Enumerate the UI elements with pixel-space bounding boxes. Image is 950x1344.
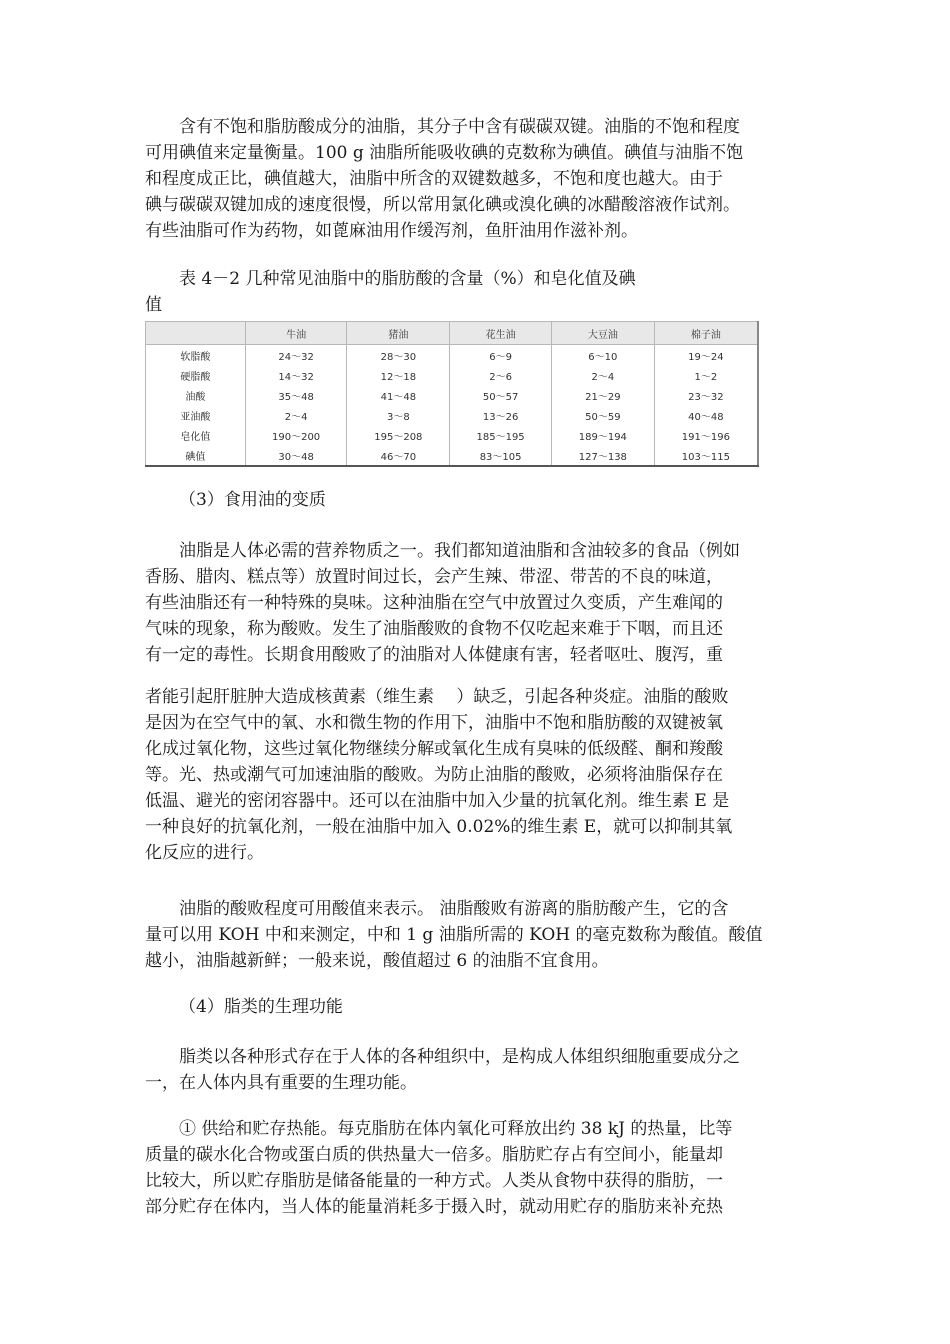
- table-cell: 185～195: [450, 425, 552, 445]
- table-cell: 191～196: [654, 425, 758, 445]
- text-line: 一，在人体内具有重要的生理功能。: [145, 1073, 417, 1093]
- table-cell: 2～4: [245, 405, 347, 425]
- column-header: [146, 322, 246, 345]
- table-cell: 50～59: [551, 405, 654, 425]
- fatty-acid-table: [145, 321, 759, 467]
- table-cell: 2～6: [450, 365, 552, 385]
- table-cell: 50～57: [450, 385, 552, 405]
- text-line: 量可以用 KOH 中和来测定，中和 1 g 油脂所需的 KOH 的毫克数称为酸值。酸值: [145, 925, 763, 945]
- text-line: 有些油脂还有一种特殊的臭味。这种油脂在空气中放置过久变质，产生难闻的: [145, 593, 723, 613]
- text-line: 比较大，所以贮存脂肪是储备能量的一种方式。人类从食物中获得的脂肪，一: [145, 1171, 723, 1191]
- column-header: 大豆油: [551, 322, 654, 345]
- text-line: 一种良好的抗氧化剂，一般在油脂中加入 0.02%的维生素 E，就可以抑制其氧: [145, 817, 733, 837]
- table-cell: 189～194: [551, 425, 654, 445]
- table-cell: 24～32: [245, 345, 347, 366]
- text-line: 等。光、热或潮气可加速油脂的酸败。为防止油脂的酸败，必须将油脂保存在: [145, 765, 723, 785]
- caption-line: 表 4－2 几种常见油脂中的脂肪酸的含量（%）和皂化值及碘: [179, 269, 636, 289]
- table-row: [146, 385, 759, 405]
- table-cell: 103～115: [654, 445, 758, 466]
- table-cell: 1～2: [654, 365, 758, 385]
- text-line: 有些油脂可作为药物，如蓖麻油用作缓泻剂，鱼肝油用作滋补剂。: [145, 221, 638, 241]
- table-cell: 28～30: [347, 345, 450, 366]
- table-cell: 6～9: [450, 345, 552, 366]
- table-cell: 83～105: [450, 445, 552, 466]
- section-heading-4: （4）脂类的生理功能: [179, 997, 343, 1017]
- column-header: 牛油: [245, 322, 347, 345]
- table-cell: 3～8: [347, 405, 450, 425]
- table-row: [146, 345, 759, 366]
- text-line: 有一定的毒性。长期食用酸败了的油脂对人体健康有害，轻者呕吐、腹泻，重: [145, 645, 723, 665]
- table-cell: 6～10: [551, 345, 654, 366]
- column-header: 猪油: [347, 322, 450, 345]
- text-line: 是因为在空气中的氧、水和微生物的作用下，油脂中不饱和脂肪酸的双键被氧: [145, 713, 723, 733]
- text-line: ① 供给和贮存热能。每克脂肪在体内氧化可释放出约 38 kJ 的热量，比等: [179, 1119, 733, 1139]
- text-line: 质量的碳水化合物或蛋白质的供热量大一倍多。脂肪贮存占有空间小，能量却: [145, 1145, 723, 1165]
- text-line: 部分贮存在体内，当人体的能量消耗多于摄入时，就动用贮存的脂肪来补充热: [145, 1197, 723, 1217]
- table-cell: 190～200: [245, 425, 347, 445]
- table-row: [146, 425, 759, 445]
- table-row: [146, 445, 759, 466]
- caption-line: 值: [145, 295, 162, 315]
- paragraph-lipid-functions: [145, 1044, 817, 1096]
- text-line: 含有不饱和脂肪酸成分的油脂，其分子中含有碳碳双键。油脂的不饱和程度: [179, 117, 740, 137]
- table-cell: 21～29: [551, 385, 654, 405]
- column-header: 花生油: [450, 322, 552, 345]
- table-cell: 40～48: [654, 405, 758, 425]
- paragraph-iodine-value: [145, 114, 817, 244]
- row-header: 软脂酸: [146, 345, 246, 366]
- table-cell: 12～18: [347, 365, 450, 385]
- table-cell: 23～32: [654, 385, 758, 405]
- table-cell: 127～138: [551, 445, 654, 466]
- text-line: 者能引起肝脏肿大造成核黄素（维生素 ）缺乏，引起各种炎症。油脂的酸败: [145, 687, 729, 707]
- row-header: 硬脂酸: [146, 365, 246, 385]
- table-cell: 2～4: [551, 365, 654, 385]
- row-header: 皂化值: [146, 425, 246, 445]
- table-cell: 30～48: [245, 445, 347, 466]
- paragraph-energy-storage: [145, 1116, 817, 1220]
- text-line: 油脂的酸败程度可用酸值来表示。 油脂酸败有游离的脂肪酸产生，它的含: [179, 899, 729, 919]
- row-header: 碘值: [146, 445, 246, 466]
- table-cell: 14～32: [245, 365, 347, 385]
- text-line: 可用碘值来定量衡量。100 g 油脂所能吸收碘的克数称为碘值。碘值与油脂不饱: [145, 143, 744, 163]
- paragraph-rancidity-cont: [145, 684, 817, 866]
- table-cell: 35～48: [245, 385, 347, 405]
- text-line: 和程度成正比，碘值越大，油脂中所含的双键数越多，不饱和度也越大。由于: [145, 169, 723, 189]
- table-cell: 13～26: [450, 405, 552, 425]
- text-line: 气味的现象，称为酸败。发生了油脂酸败的食物不仅吃起来难于下咽，而且还: [145, 619, 723, 639]
- table-cell: 19～24: [654, 345, 758, 366]
- column-header: 棉子油: [654, 322, 758, 345]
- text-line: 低温、避光的密闭容器中。还可以在油脂中加入少量的抗氧化剂。维生素 E 是: [145, 791, 730, 811]
- table-cell: 41～48: [347, 385, 450, 405]
- paragraph-acid-value: [145, 896, 817, 974]
- table-row: [146, 365, 759, 385]
- text-line: 越小，油脂越新鲜；一般来说，酸值超过 6 的油脂不宜食用。: [145, 951, 609, 971]
- table-caption: [145, 266, 636, 318]
- row-header: 油酸: [146, 385, 246, 405]
- text-line: 香肠、腊肉、糕点等）放置时间过长，会产生辣、带涩、带苦的不良的味道，: [145, 567, 723, 587]
- text-line: 化成过氧化物，这些过氧化物继续分解或氧化生成有臭味的低级醛、酮和羧酸: [145, 739, 723, 759]
- row-header: 亚油酸: [146, 405, 246, 425]
- text-line: 脂类以各种形式存在于人体的各种组织中，是构成人体组织细胞重要成分之: [179, 1047, 740, 1067]
- section-heading-3: （3）食用油的变质: [179, 490, 326, 510]
- table-row: [146, 405, 759, 425]
- table-cell: 46～70: [347, 445, 450, 466]
- text-line: 油脂是人体必需的营养物质之一。我们都知道油脂和含油较多的食品（例如: [179, 541, 740, 561]
- text-line: 化反应的进行。: [145, 843, 264, 863]
- text-line: 碘与碳碳双键加成的速度很慢，所以常用氯化碘或溴化碘的冰醋酸溶液作试剂。: [145, 195, 740, 215]
- table-header-row: [146, 322, 759, 345]
- paragraph-rancidity: [145, 538, 817, 668]
- table-cell: 195～208: [347, 425, 450, 445]
